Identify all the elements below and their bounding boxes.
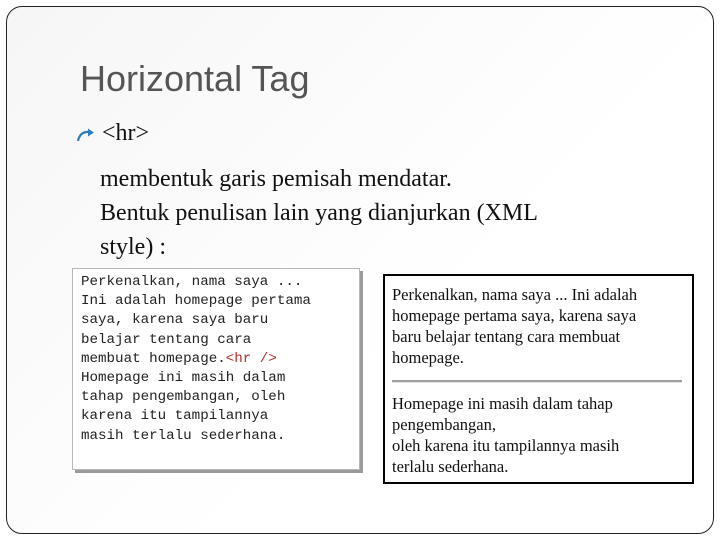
- code-sample: [81, 273, 353, 446]
- code-line: belajar tentang cara: [81, 331, 252, 348]
- rendered-line: Homepage ini masih dalam tahap: [392, 394, 613, 413]
- code-line-with-tag: [81, 350, 353, 369]
- rendered-paragraph-2: [392, 393, 688, 477]
- code-line: Perkenalkan, nama saya ...: [81, 274, 303, 290]
- horizontal-rule: [392, 380, 682, 383]
- rendered-line: terlalu sederhana.: [392, 457, 509, 476]
- rendered-line: homepage.: [392, 348, 464, 367]
- body-line: style) :: [100, 234, 166, 260]
- rendered-paragraph-1: [392, 284, 688, 368]
- code-line: membuat homepage.: [81, 350, 226, 367]
- code-line: Ini adalah homepage pertama: [81, 293, 311, 310]
- rendered-line: baru belajar tentang cara membuat: [392, 327, 621, 346]
- rendered-line: homepage pertama saya, karena saya: [392, 306, 637, 325]
- bullet-text: <hr>: [102, 120, 150, 146]
- hr-tag-code: <hr />: [225, 350, 277, 367]
- code-line: tahap pengembangan, oleh: [81, 389, 286, 406]
- code-sample-panel: [72, 268, 360, 470]
- code-line: masih terlalu sederhana.: [81, 427, 286, 444]
- code-line: Homepage ini masih dalam: [81, 370, 286, 387]
- code-line: karena itu tampilannya: [81, 408, 269, 425]
- body-line: membentuk garis pemisah mendatar.: [100, 166, 452, 192]
- rendered-line: oleh karena itu tampilannya masih: [392, 436, 620, 455]
- rendered-output-panel: [383, 274, 694, 484]
- curved-arrow-bullet-icon: [76, 125, 98, 143]
- slide-title: Horizontal Tag: [80, 58, 310, 99]
- code-line: saya, karena saya baru: [81, 312, 269, 329]
- bullet-description: [100, 162, 640, 264]
- rendered-line: Perkenalkan, nama saya ... Ini adalah: [392, 285, 638, 304]
- body-line: Bentuk penulisan lain yang dianjurkan (XML: [100, 200, 538, 226]
- bullet-item: [76, 120, 149, 147]
- rendered-line: pengembangan,: [392, 415, 497, 434]
